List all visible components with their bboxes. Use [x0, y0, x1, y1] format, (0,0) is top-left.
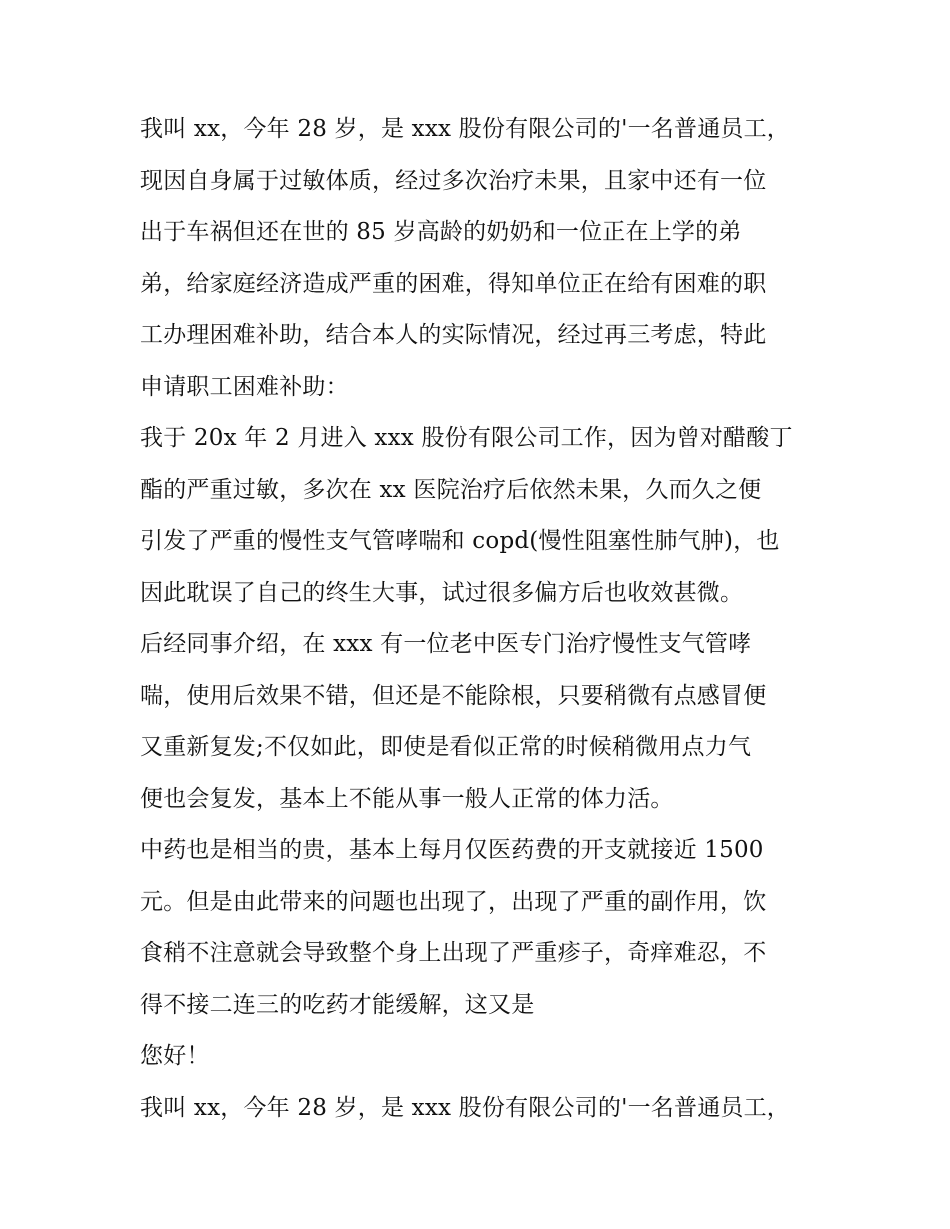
text-line: 又重新复发;不仅如此，即使是看似正常的时候稍微用点力气 [140, 734, 752, 760]
text-line: 工办理困难补助，结合本人的实际情况，经过再三考虑，特此 [140, 322, 767, 348]
text-line: 得不接二连三的吃药才能缓解，这又是 [140, 991, 535, 1018]
text-line: 便也会复发，基本上不能从事一般人正常的体力活。 [140, 785, 674, 812]
text-line: 喘，使用后效果不错，但还是不能除根，只要稍微有点感冒便 [140, 682, 767, 709]
text-line: 食稍不注意就会导致整个身上出现了严重疹子，奇痒难忍，不 [140, 940, 767, 966]
text-line: 出于车祸但还在世的 85 岁高龄的奶奶和一位正在上学的弟 [140, 219, 742, 245]
text-line: 中药也是相当的贵，基本上每月仅医药费的开支就接近 1500 [140, 837, 764, 863]
text-line: 引发了严重的慢性支气管哮喘和 copd(慢性阻塞性肺气肿)，也 [140, 528, 780, 554]
text-line: 元。但是由此带来的问题也出现了，出现了严重的副作用，饮 [140, 888, 767, 915]
text-line: 现因自身属于过敏体质，经过多次治疗未果，且家中还有一位 [140, 167, 767, 194]
text-line: 酯的严重过敏，多次在 xx 医院治疗后依然未果，久而久之便 [140, 476, 762, 503]
greeting-line: 您好！ [140, 1043, 210, 1069]
text-line: 我于 20x 年 2 月进入 xxx 股份有限公司工作，因为曾对醋酸丁 [140, 425, 793, 451]
text-line: 申请职工困难补助： [140, 373, 349, 400]
text-line: 我叫 xx，今年 28 岁，是 xxx 股份有限公司的'一名普通员工， [140, 116, 791, 142]
text-line: 后经同事介绍，在 xxx 有一位老中医专门治疗慢性支气管哮 [140, 631, 752, 657]
text-line: 弟，给家庭经济造成严重的困难，得知单位正在给有困难的职 [140, 270, 767, 297]
text-line: 因此耽误了自己的终生大事，试过很多偏方后也收效甚微。 [140, 579, 744, 606]
text-line: 我叫 xx，今年 28 岁，是 xxx 股份有限公司的'一名普通员工， [140, 1094, 791, 1121]
document-body [140, 104, 830, 1134]
